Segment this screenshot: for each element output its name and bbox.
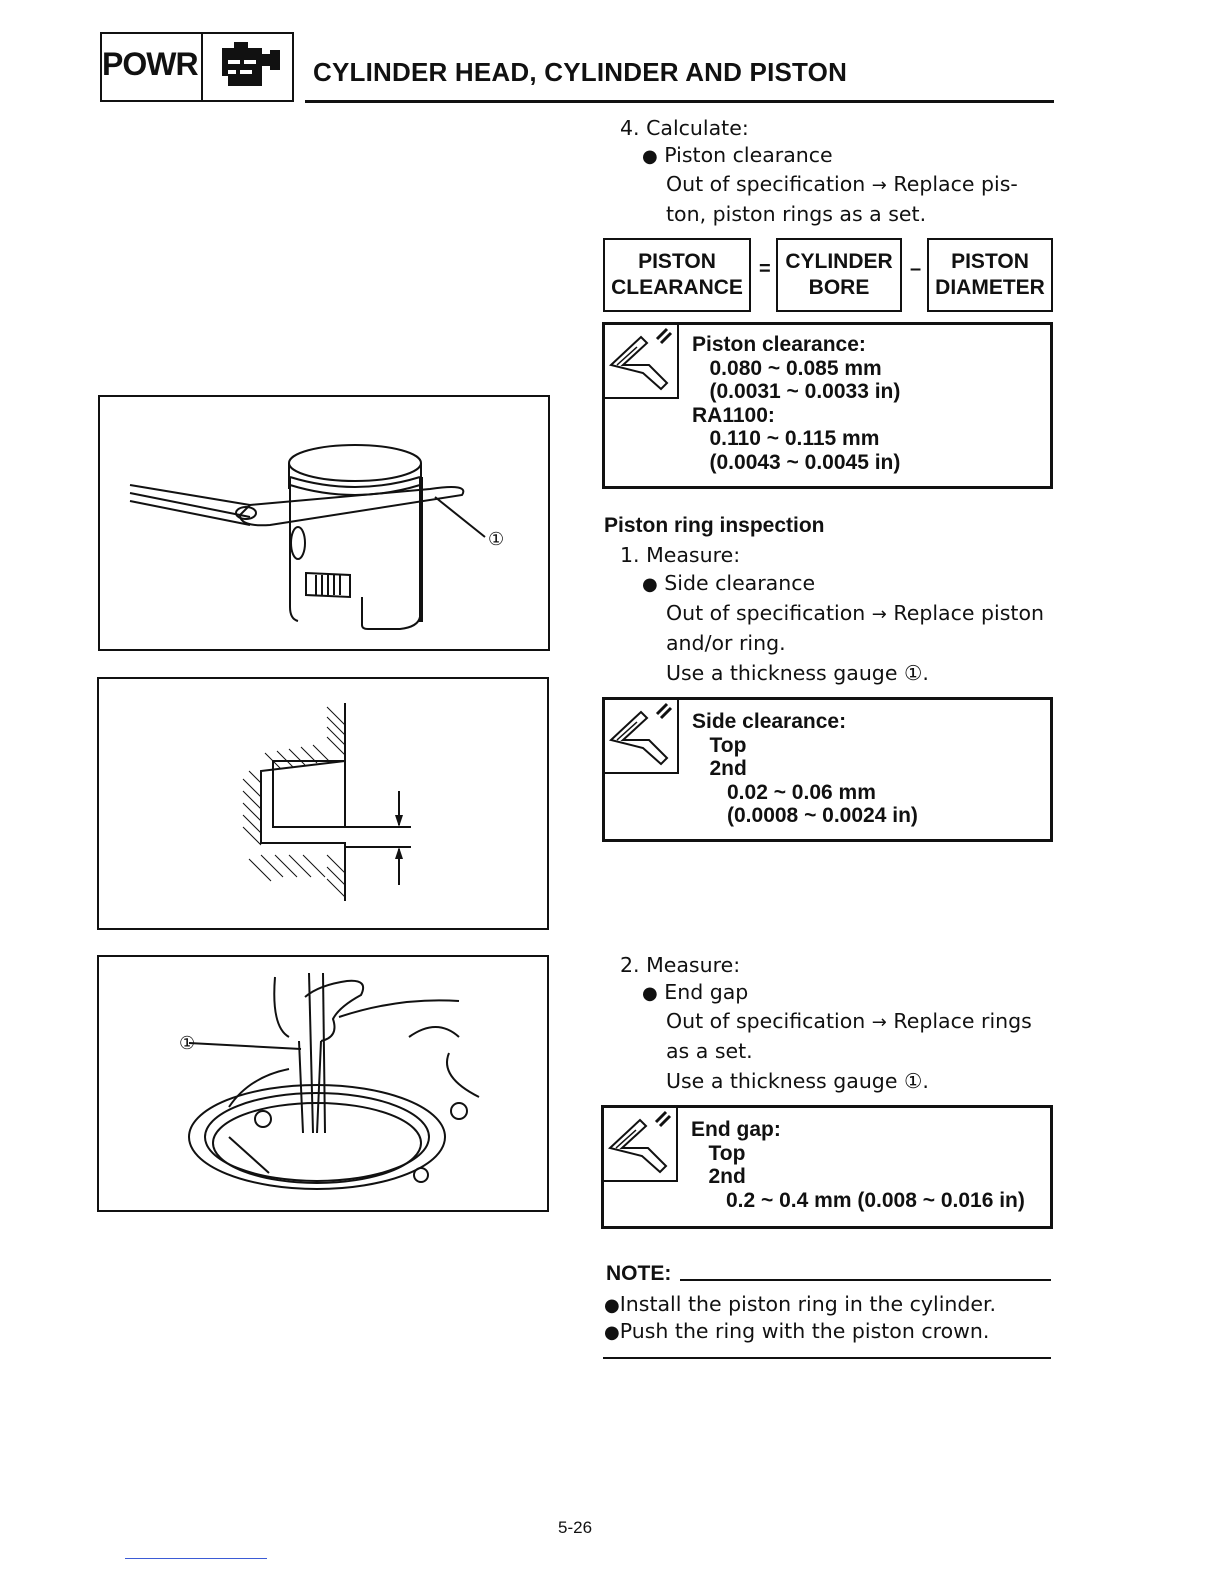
formula-minus: – [910,258,922,280]
footer-link-line [125,1558,267,1559]
ring-step-1-line-1-action: Replace piston [893,601,1044,625]
piston-feeler-gauge-illustration [100,397,548,649]
note-rule [680,1279,1051,1281]
right-arrow-icon: → [871,1012,887,1033]
ring-step-2-line-3-text: Use a thickness gauge [666,1069,898,1093]
ring-step-1-line-1 [666,598,1044,630]
bullet-icon: ● [604,1295,620,1316]
ring-step-2-line-2: as a set. [666,1039,753,1063]
section-badge-divider [201,32,203,102]
page-title: CYLINDER HEAD, CYLINDER AND PISTON [313,57,848,87]
note-label: NOTE: [606,1262,672,1285]
callout-number: ① [903,1069,923,1093]
ring-step-1-bullet-text: Side clearance [664,571,816,595]
ring-step-2-heading: 2. Measure: [620,953,741,977]
ring-groove-illustration [99,679,547,928]
bullet-icon: ● [642,983,658,1004]
ring-step-1-line-3-end: . [922,661,929,685]
figure-1-callout: ① [488,529,505,550]
figure-piston-clearance [98,395,550,651]
spec-end-gap-text: End gap: Top 2nd 0.2 ~ 0.4 mm (0.008 ~ 0.016 in) [691,1118,1025,1212]
ring-step-1-line-3 [666,658,929,688]
ring-step-1-heading: 1. Measure: [620,543,741,567]
formula-box-3-line-1: PISTON [951,250,1029,273]
title-underline [305,100,1054,103]
note-item-1-text: Install the piston ring in the cylinder. [619,1292,997,1316]
spec-box-side-clearance [602,697,1053,842]
formula-piston-diameter [927,238,1053,312]
spec-side-clearance-text: Side clearance: Top 2nd 0.02 ~ 0.06 mm (0.0008 ~ 0.0024 in) [692,710,918,827]
ring-step-1-bullet-row [642,568,815,600]
ring-step-2-bullet-row [642,977,748,1009]
page-number: 5-26 [558,1518,593,1537]
figure-end-gap [97,955,549,1212]
formula-box-1-line-2: CLEARANCE [611,276,743,299]
right-arrow-icon: → [871,175,887,196]
step-4-line-1-action: Replace pis- [893,172,1018,196]
figure-side-clearance [97,677,549,930]
caliper-icon [604,1108,678,1182]
formula-box-2-line-2: BORE [808,276,870,299]
step-4-line-2: ton, piston rings as a set. [666,202,927,226]
caliper-icon [605,325,679,399]
engine-icon [212,38,288,98]
figure-3-callout: ① [179,1033,196,1054]
step-4-line-1-text: Out of specification [666,172,866,196]
section-code: POWR [102,46,198,82]
callout-number: ① [903,661,923,685]
formula-box-1-line-1: PISTON [638,250,716,273]
ring-step-2-line-1-action: Replace rings [893,1009,1032,1033]
formula-equals: = [759,258,771,280]
step-4-bullet-text: Piston clearance [664,143,833,167]
bullet-icon: ● [642,146,658,167]
spec-box-piston-clearance [602,322,1053,489]
ring-step-1-line-2: and/or ring. [666,631,786,655]
note-item-2-text: Push the ring with the piston crown. [619,1319,990,1343]
note-item-2 [604,1316,989,1348]
spec-box-end-gap [601,1105,1053,1229]
bullet-icon: ● [642,574,658,595]
ring-step-1-line-1-text: Out of specification [666,601,866,625]
bullet-icon: ● [604,1322,620,1343]
ring-step-2-line-3-end: . [922,1069,929,1093]
formula-piston-clearance [603,238,751,312]
spec-piston-clearance-text: Piston clearance: 0.080 ~ 0.085 mm (0.0031 ~ 0.0033 in) RA1100: 0.110 ~ 0.115 mm (0.0043 ~ 0.0045 in) [692,333,901,474]
ring-step-2-line-1-text: Out of specification [666,1009,866,1033]
formula-box-2-line-1: CYLINDER [785,250,893,273]
section-heading-ring-inspection: Piston ring inspection [604,514,825,537]
formula-box-3-line-2: DIAMETER [935,276,1045,299]
right-arrow-icon: → [871,604,887,625]
end-gap-illustration [99,957,547,1210]
ring-step-2-line-3 [666,1066,929,1096]
step-4-heading: 4. Calculate: [620,116,749,140]
step-4-bullet-row [642,140,833,172]
formula-cylinder-bore [776,238,902,312]
ring-step-2-bullet-text: End gap [664,980,749,1004]
step-4-line-1 [666,169,1052,201]
ring-step-1-line-3-text: Use a thickness gauge [666,661,898,685]
ring-step-2-line-1 [666,1006,1032,1038]
caliper-icon [605,700,679,774]
note-end-rule [603,1357,1051,1359]
